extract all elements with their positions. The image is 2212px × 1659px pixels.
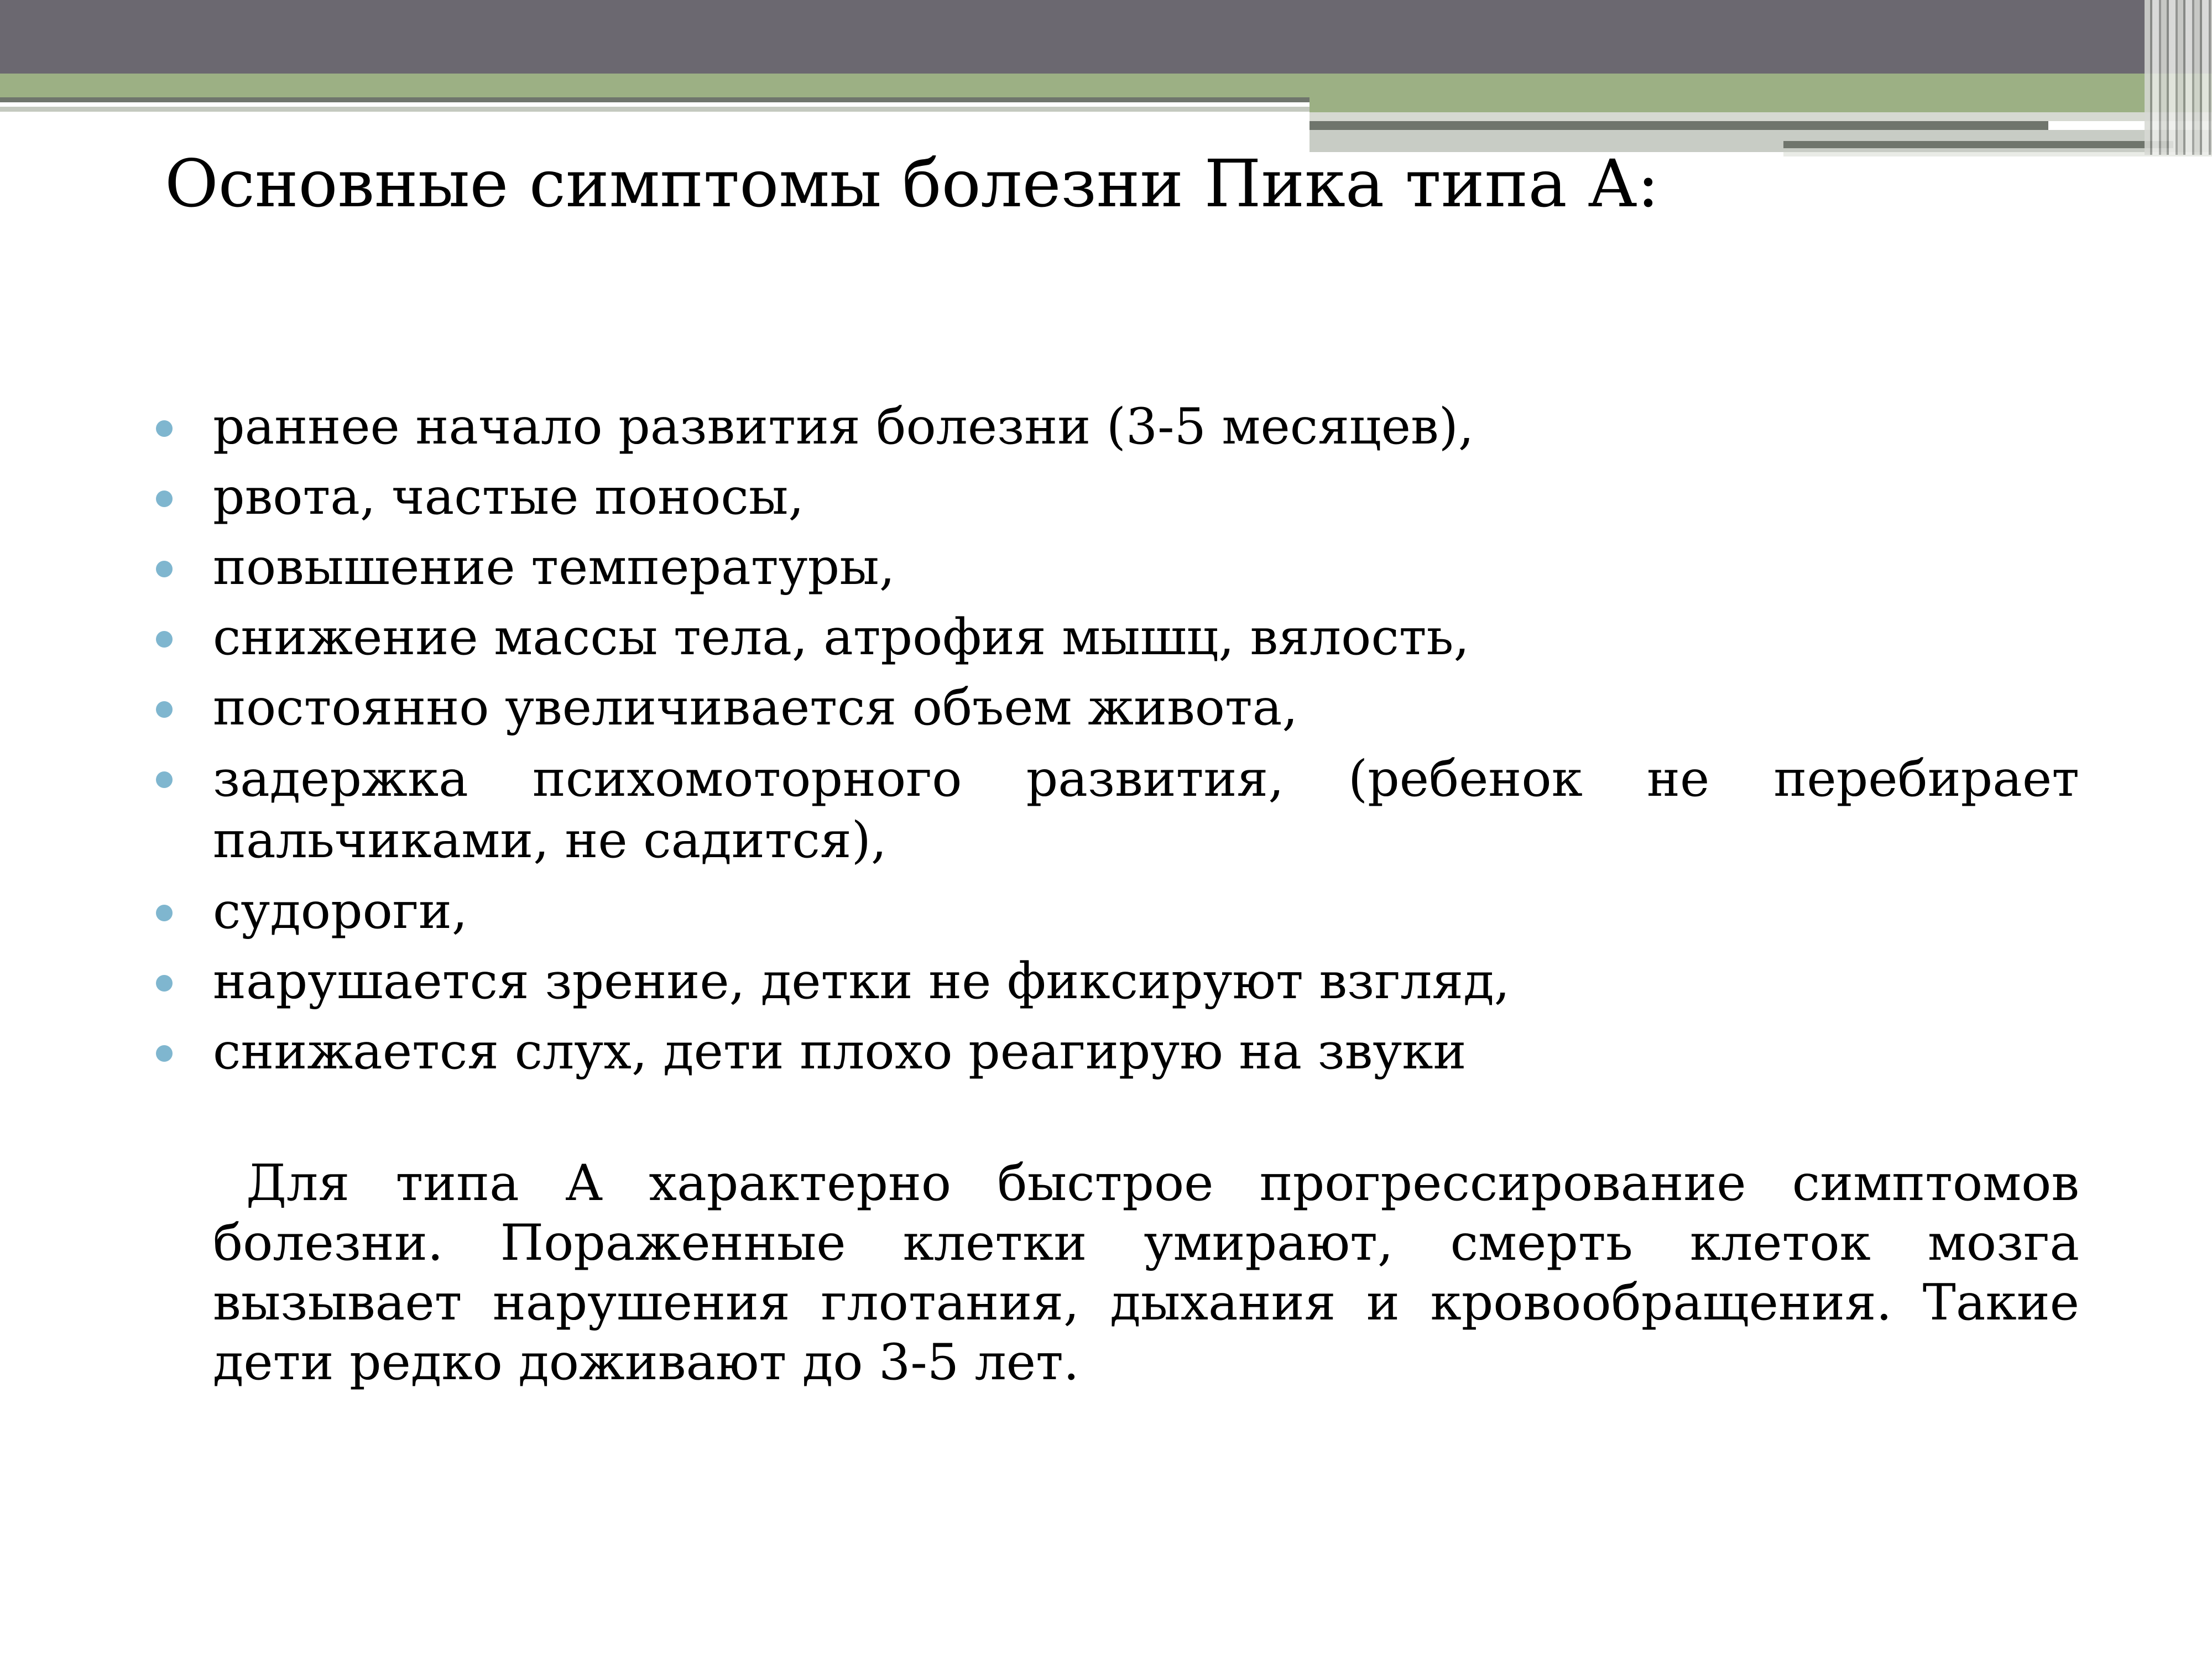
list-item-text: рвота, частые поносы, (213, 468, 804, 526)
bullet-icon (156, 491, 173, 507)
list-item-text: судороги, (213, 882, 468, 940)
list-item-text: раннее начало развития болезни (3-5 месяцев), (213, 398, 1474, 456)
list-item (152, 397, 2079, 457)
list-item-text: задержка психомоторного развития, (ребенок не перебирает пальчиками, не садится), (213, 750, 2079, 869)
bullet-icon (156, 701, 173, 718)
bullet-icon (156, 420, 173, 437)
header-line-right-dark (1310, 121, 2048, 130)
slide-body (152, 397, 2079, 1392)
symptom-list (152, 397, 2079, 1082)
header-band-dark (0, 0, 2212, 74)
bullet-icon (156, 631, 173, 648)
list-item (152, 608, 2079, 667)
list-item-text: снижается слух, дети плохо реагирую на звуки (213, 1022, 1467, 1081)
list-item (152, 748, 2079, 871)
list-item (152, 467, 2079, 527)
header-line-left-light (0, 107, 1310, 112)
slide-title: Основные симптомы болезни Пика типа А: (165, 145, 1660, 222)
header-vertical-stripes (2145, 0, 2212, 155)
list-item (152, 881, 2079, 941)
header-band-green-right (1310, 74, 2212, 112)
bullet-icon (156, 905, 173, 921)
header-line-left-dark (0, 97, 1310, 102)
list-item-text: снижение массы тела, атрофия мышц, вялость, (213, 608, 1470, 666)
summary-paragraph: Для типа А характерно быстрое прогрессирование симптомов болезни. Пораженные клетки умирают, смерть клеток мозга вызывает нарушения глотания, дыхания и кровообращения. Такие дети редко доживают до 3-5 лет. (213, 1154, 2079, 1391)
list-item (152, 952, 2079, 1011)
bullet-icon (156, 771, 173, 788)
list-item (152, 538, 2079, 597)
list-item-text: нарушается зрение, детки не фиксируют взгляд, (213, 952, 1510, 1010)
bullet-icon (156, 1045, 173, 1062)
bullet-icon (156, 975, 173, 992)
list-item (152, 1022, 2079, 1082)
bullet-icon (156, 561, 173, 577)
list-item-text: постоянно увеличивается объем живота, (213, 679, 1298, 737)
list-item-text: повышение температуры, (213, 538, 895, 596)
header-band-green-left (0, 74, 1310, 97)
header-band-light-right (1310, 112, 2212, 121)
list-item (152, 678, 2079, 738)
